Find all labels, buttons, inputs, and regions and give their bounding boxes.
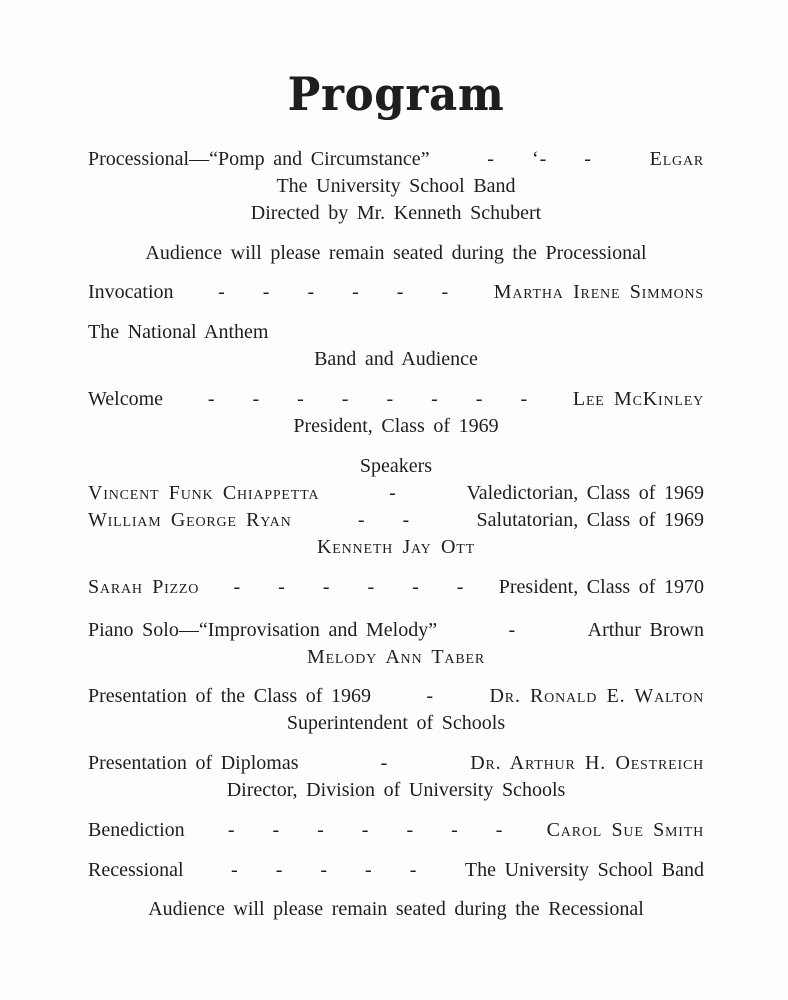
processional-performer: The University School Band (276, 175, 516, 197)
welcome-name: Lee McKinley (572, 388, 704, 410)
presentation-class-dashes: - (426, 685, 435, 707)
entry-invocation (88, 279, 704, 306)
national-anthem-label: The National Anthem (88, 321, 269, 343)
presentation-diplomas-label: Presentation of Diplomas (88, 752, 299, 774)
section-welcome (88, 386, 704, 440)
presentation-class-label: Presentation of the Class of 1969 (88, 685, 371, 707)
piano-solo-dashes: - (508, 619, 517, 641)
processional-director: Directed by Mr. Kenneth Schubert (250, 202, 542, 224)
section-processional-note (88, 240, 704, 267)
benediction-label: Benediction (88, 819, 185, 841)
section-processional (88, 146, 704, 227)
benediction-dashes: - - - - - - - (227, 819, 504, 841)
recessional-dashes: - - - - - (231, 859, 418, 881)
invocation-label: Invocation (88, 281, 174, 303)
section-national-anthem (88, 319, 704, 373)
valedictorian-name: Vincent Funk Chiappetta (88, 482, 320, 504)
section-invocation (88, 279, 704, 306)
benediction-name: Carol Sue Smith (546, 819, 704, 841)
section-speakers (88, 453, 704, 561)
page-title: Program (287, 68, 505, 122)
presentation-diplomas-name: Dr. Arthur H. Oestreich (470, 752, 704, 774)
entry-recessional (88, 857, 704, 884)
valedictorian-role: Valedictorian, Class of 1969 (466, 482, 704, 504)
entry-presentation-class (88, 683, 704, 710)
entry-presentation-diplomas (88, 750, 704, 777)
section-benediction (88, 817, 704, 844)
section-recessional (88, 857, 704, 884)
welcome-dashes: - - - - - - - - (207, 388, 529, 410)
processional-label: Processional—“Pomp and Circumstance” (88, 148, 430, 170)
third-speaker-name: Kenneth Jay Ott (317, 536, 475, 558)
recessional-label: Recessional (88, 859, 184, 881)
section-presentation-diplomas (88, 750, 704, 804)
entry-class-1970 (88, 574, 704, 601)
section-recessional-note (88, 896, 704, 923)
piano-solo-composer: Arthur Brown (587, 619, 704, 641)
section-presentation-class (88, 683, 704, 737)
piano-solo-label: Piano Solo—“Improvisation and Melody” (88, 619, 438, 641)
piano-solo-performer: Melody Ann Taber (307, 646, 485, 668)
presentation-class-role: Superintendent of Schools (286, 712, 506, 734)
salutatorian-role: Salutatorian, Class of 1969 (476, 509, 704, 531)
salutatorian-dashes: - - (357, 509, 411, 531)
class-1970-dashes: - - - - - - (233, 576, 465, 598)
welcome-role: President, Class of 1969 (293, 415, 499, 437)
entry-benediction (88, 817, 704, 844)
class-1970-name: Sarah Pizzo (88, 576, 200, 598)
processional-name: Elgar (649, 148, 704, 170)
processional-note: Audience will please remain seated during the Processional (145, 242, 647, 264)
presentation-diplomas-dashes: - (380, 752, 389, 774)
salutatorian-name: William George Ryan (88, 509, 292, 531)
entry-welcome (88, 386, 704, 413)
national-anthem-performer: Band and Audience (314, 348, 478, 370)
welcome-label: Welcome (88, 388, 164, 410)
presentation-class-name: Dr. Ronald E. Walton (489, 685, 704, 707)
section-class-1970 (88, 574, 704, 601)
entry-valedictorian (88, 480, 704, 507)
recessional-note: Audience will please remain seated during the Recessional (148, 898, 644, 920)
speakers-heading: Speakers (359, 455, 433, 477)
valedictorian-dashes: - (389, 482, 397, 504)
processional-dashes: - ‘- - (487, 148, 592, 170)
recessional-performer: The University School Band (464, 859, 704, 881)
entry-piano-solo (88, 617, 704, 644)
presentation-diplomas-role: Director, Division of University Schools (226, 779, 566, 801)
invocation-dashes: - - - - - - (218, 281, 450, 303)
class-1970-role: President, Class of 1970 (498, 576, 704, 598)
invocation-name: Martha Irene Simmons (493, 281, 704, 303)
entry-processional (88, 146, 704, 173)
section-piano-solo (88, 617, 704, 671)
entry-salutatorian (88, 507, 704, 534)
